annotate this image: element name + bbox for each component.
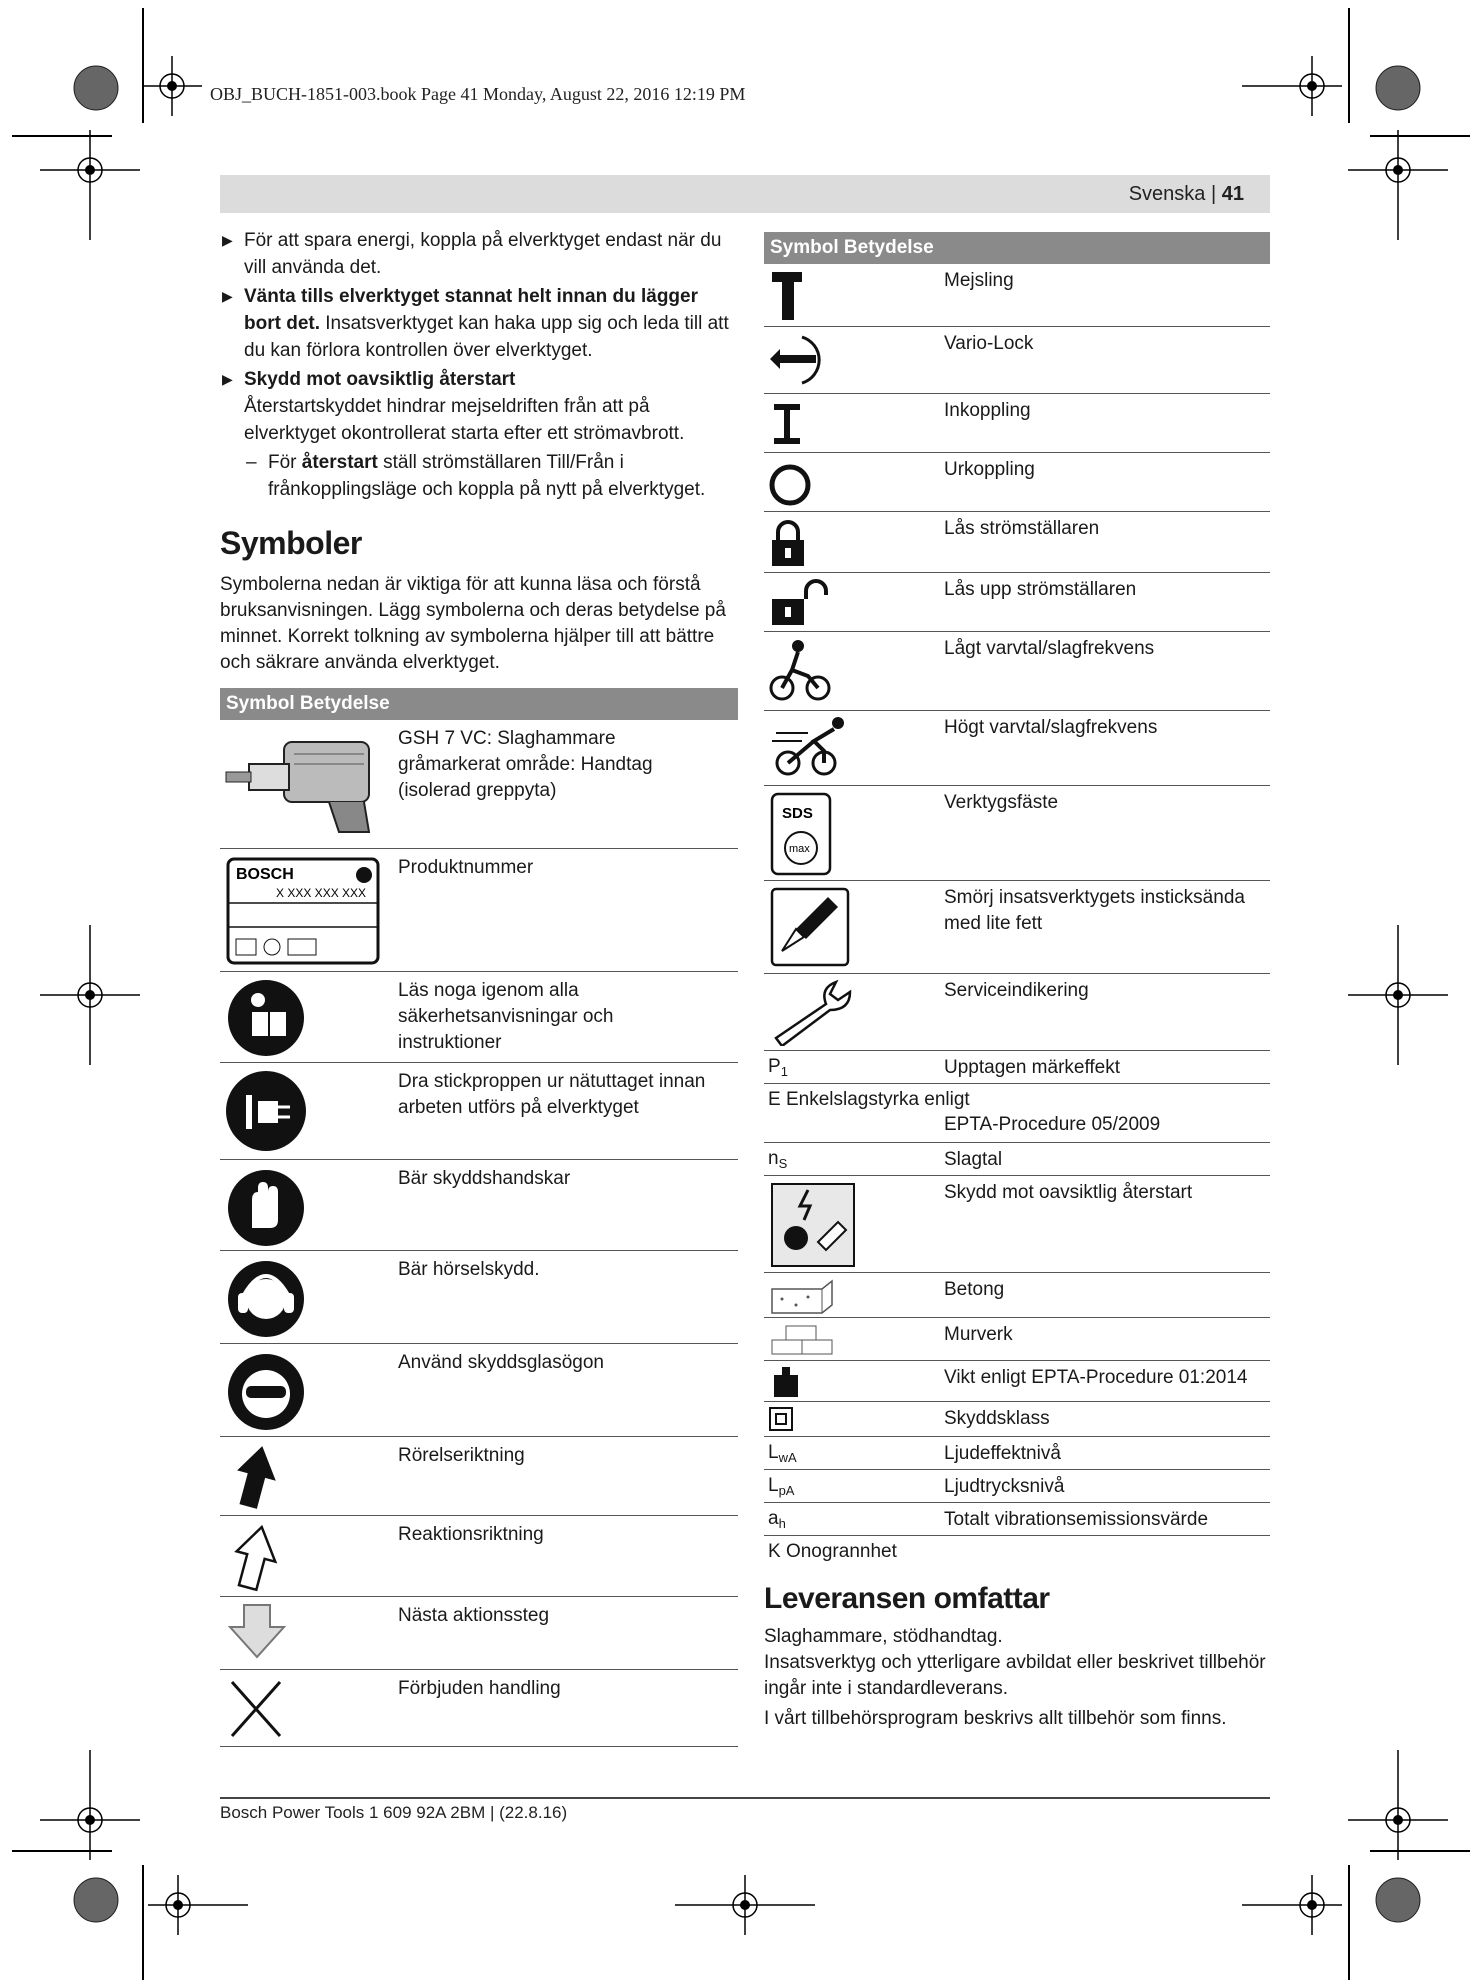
nameplate-icon [224,853,384,969]
symbol-meaning: Nästa aktionssteg [398,1605,550,1626]
symbol-meaning: Dra stickproppen ur nätuttaget innan arbeten utförs på elverktyget [398,1071,706,1118]
symbol-meaning: Totalt vibrationsemissionsvärde [944,1509,1209,1530]
symbol-meaning: GSH 7 VC: Slaghammare gråmarkerat område: Handtag (isolerad greppyta) [398,728,653,801]
chisel-icon [768,268,818,324]
table-row [764,264,1270,327]
symbol-meaning: Produktnummer [398,857,534,878]
left-symbol-table [220,688,738,1747]
page-footer: Bosch Power Tools 1 609 92A 2BM | (22.8.16) [220,1803,568,1822]
nameplate-number: X XXX XXX XXX [276,886,367,900]
nameplate-brand: BOSCH [236,866,294,883]
switch-off-icon [768,457,818,509]
bullet-wait-stop: ▶ Vänta tills elverktyget stannat helt innan du lägger bort det. Insatsverktyget kan haka upp sig och leda till att du kan förlora kontrollen över elverktyget. [222,286,729,361]
symbols-heading: Symboler [220,525,362,561]
table-row [764,1318,1270,1361]
lock-open-icon [768,577,838,629]
symbol-label: $P_1$ [768,1056,788,1079]
delivery-text-3: I vårt tillbehörsprogram beskrivs allt tillbehör som finns. [764,1708,1227,1729]
table-row [764,881,1270,974]
table-row [220,1344,738,1437]
table-row [764,1176,1270,1273]
protection-class-icon [768,1406,798,1432]
dash-restart: – För återstart ställ strömställaren Till/Från i frånkopplingsläge och koppla på nytt på elverktyget. [246,452,706,500]
sds-label: SDS [782,805,813,822]
table-row [764,1470,1270,1503]
symbol-meaning: Verktygsfäste [944,792,1059,813]
symbol-meaning: Läs noga igenom alla säkerhetsanvisningar och instruktioner [398,980,614,1053]
symbol-meaning: Vikt enligt EPTA-Procedure 01:2014 [944,1367,1248,1388]
sds-max-icon [768,790,838,878]
table-row [764,1273,1270,1318]
table-row [220,1516,738,1597]
symbol-meaning: Förbjuden handling [398,1678,561,1699]
symbol-meaning: Skydd mot oavsiktlig återstart [944,1182,1193,1203]
table-row [220,849,738,972]
symbol-meaning: Murverk [944,1324,1013,1345]
wrench-icon [768,978,868,1046]
table-row [764,1437,1270,1470]
symbol-meaning: Använd skyddsglasögon [398,1352,604,1373]
symbols-intro: Symbolerna nedan är viktiga för att kunna läsa och förstå bruksanvisningen. Lägg symbolerna och deras betydelse på minnet. Korrekt tolkning av symbolerna hjälper till att bättre och säkrare använda elverktyget. [220,574,726,673]
arrow-filled-icon [224,1441,294,1511]
gloves-icon [224,1164,314,1248]
symbol-meaning: Reaktionsriktning [398,1524,544,1545]
symbol-meaning: Ljudtrycksnivå [944,1476,1065,1497]
delivery-text-1: Slaghammare, stödhandtag. [764,1626,1003,1647]
symbol-meaning: Urkoppling [944,459,1035,480]
bullet-restart-protection: ▶ Skydd mot oavsiktlig återstart Återstartskyddet hindrar mejseldriften från att på elverktyget okontrollerat starta efter ett strömavbrott. [222,369,685,444]
table-row [220,1670,738,1747]
table-row [764,573,1270,632]
symbol-label: E Enkelslagstyrka enligt [768,1089,970,1110]
ear-protection-icon [224,1255,314,1341]
cyclist-fast-icon [768,715,858,781]
arrow-outline-icon [224,1520,294,1592]
prohibited-cross-icon [224,1674,294,1742]
symbol-meaning: Betong [944,1279,1005,1300]
symbol-meaning: Vario-Lock [944,333,1034,354]
symbol-meaning: Skyddsklass [944,1408,1050,1429]
symbol-meaning: Mejsling [944,270,1014,291]
table-row [764,512,1270,573]
table-row [220,1437,738,1516]
masonry-icon [768,1322,838,1358]
table-row [764,1402,1270,1437]
symbol-meaning: Slagtal [944,1149,1003,1170]
symbol-meaning: Inkoppling [944,400,1031,421]
section-name: Svenska [1128,183,1206,205]
concrete-icon [768,1277,838,1315]
table-header: Symbol Betydelse [220,688,738,720]
symbol-meaning: Bär hörselskydd. [398,1259,540,1280]
symbol-meaning: Ljudeffektnivå [944,1443,1061,1464]
page-header-band [220,175,1270,213]
unplug-icon [224,1067,314,1155]
grease-tube-icon [768,885,854,969]
table-row [220,1251,738,1344]
table-row [764,327,1270,394]
switch-on-icon [768,398,808,450]
symbol-label: $L_{pA}$ [768,1475,795,1498]
symbol-meaning: Serviceindikering [944,980,1089,1001]
table-row [764,711,1270,786]
table-row [764,394,1270,453]
symbol-meaning: Bär skyddshandskar [398,1168,571,1189]
symbol-label: $L_{wA}$ [768,1442,797,1465]
bullet-energy: ▶ För att spara energi, koppla på elverktyget endast när du vill använda det. [222,230,722,278]
delivery-heading: Leveransen omfattar [764,1582,1050,1615]
table-row [220,1597,738,1670]
footer-rule [220,1797,1270,1799]
symbol-label: K Onogrannhet [768,1541,897,1562]
symbol-meaning: Smörj insatsverktygets insticksända med lite fett [944,887,1245,934]
page-header: Svenska | 41 [1128,183,1244,205]
right-column [764,232,1270,1732]
hammer-drill-icon [224,724,394,844]
delivery-text-2: Insatsverktyg och ytterligare avbildat eller beskrivet tillbehör ingår inte i standardleverans. [764,1652,1266,1699]
table-row [764,974,1270,1051]
vario-lock-icon [768,331,828,389]
table-row [764,1503,1270,1536]
symbol-meaning: Upptagen märkeffekt [944,1057,1121,1078]
page-number: 41 [1221,183,1244,205]
symbol-label: $a_h$ [768,1508,786,1531]
table-row [220,1063,738,1160]
symbol-meaning: EPTA-Procedure 05/2009 [944,1114,1161,1135]
table-row [764,1536,1270,1568]
lock-closed-icon [768,516,808,570]
symbol-meaning: Lås strömställaren [944,518,1100,539]
table-row [220,972,738,1063]
max-label: max [789,843,810,855]
delivery-section [764,1582,1270,1732]
symbol-label: $n_S$ [768,1148,788,1171]
table-row [764,1051,1270,1084]
table-row [220,720,738,849]
table-row [764,453,1270,512]
table-row [764,1084,1270,1143]
symbol-meaning: Lås upp strömställaren [944,579,1137,600]
table-header: Symbol Betydelse [764,232,1270,264]
restart-protection-icon [768,1180,858,1268]
next-step-arrow-icon [224,1601,294,1663]
table-row [764,786,1270,881]
print-header: OBJ_BUCH-1851-003.book Page 41 Monday, August 22, 2016 12:19 PM [210,84,746,104]
table-row [764,1361,1270,1402]
safety-glasses-icon [224,1348,314,1434]
symbol-meaning: Högt varvtal/slagfrekvens [944,717,1158,738]
symbol-meaning: Rörelseriktning [398,1445,525,1466]
cyclist-slow-icon [768,636,838,706]
read-manual-icon [224,976,314,1060]
symbol-meaning: Lågt varvtal/slagfrekvens [944,638,1155,659]
table-row [764,632,1270,711]
table-row [764,1143,1270,1176]
table-row [220,1160,738,1251]
left-column [220,227,738,1747]
weight-icon [768,1365,808,1399]
